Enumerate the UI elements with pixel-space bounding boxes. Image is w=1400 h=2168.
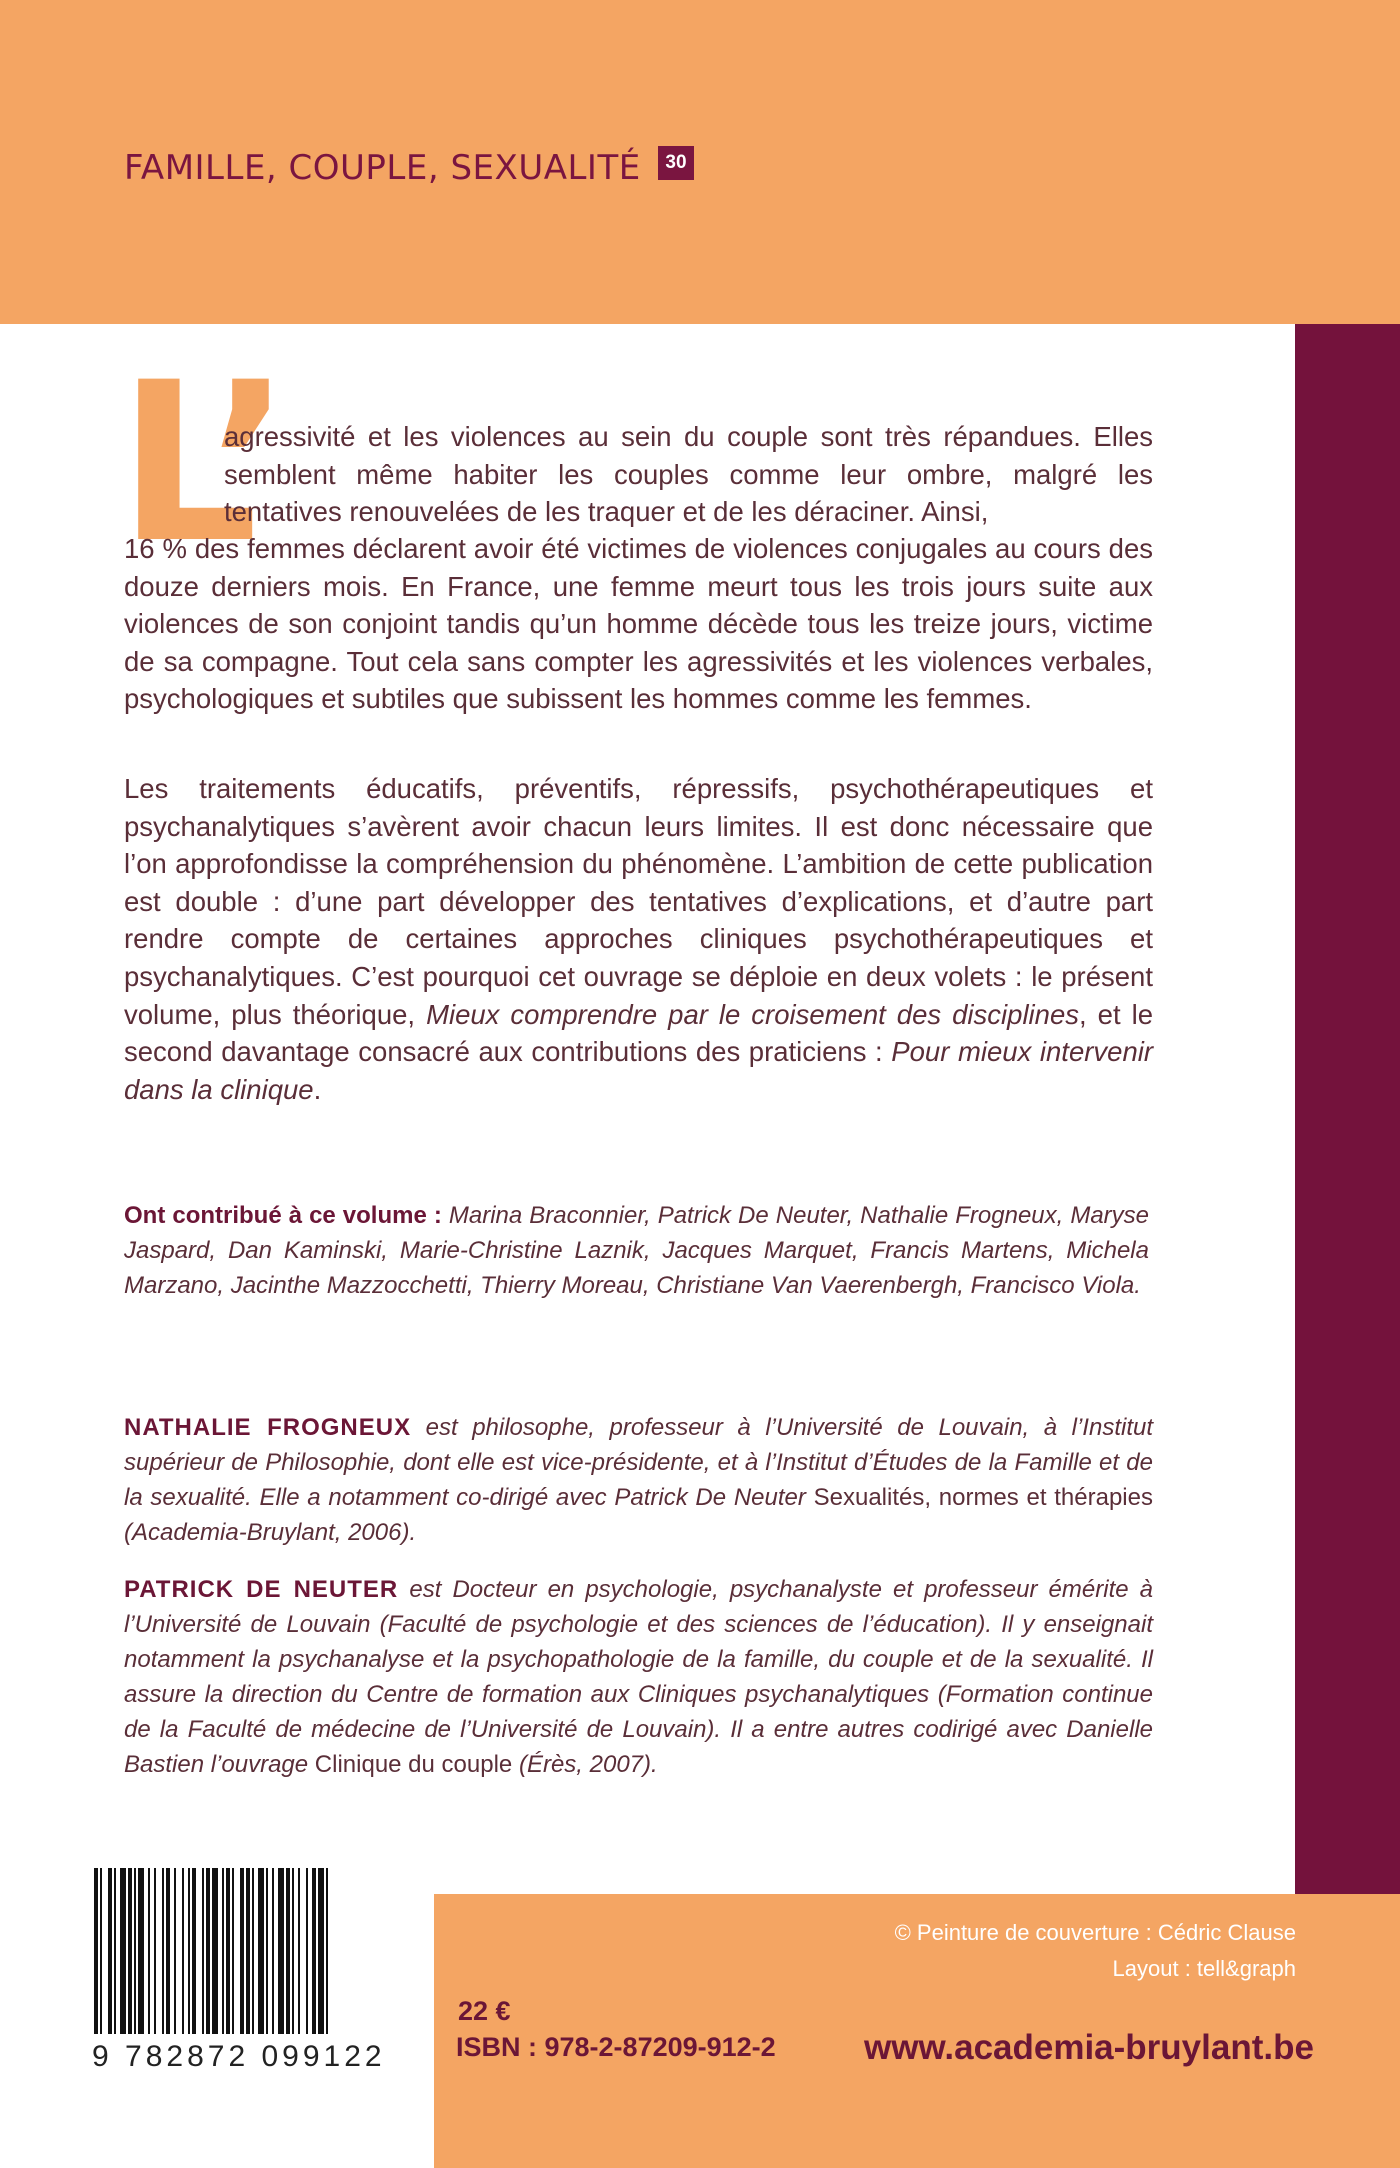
paragraph-text: , et le second davantage consacré aux contributions des praticiens :: [124, 998, 1153, 1068]
intro-paragraph-1-rest: 16 % des femmes déclarent avoir été victimes de violences conjugales au cours des douze derniers mois. En France, une femme meurt tous les trois jours suite aux violences de son conjoint tandis qu’un homme décède tous les treize jours, victime de sa compagne. Tout cela sans compter les agressivités et les violences verbales, psychologiques et subtiles que subissent les hommes comme les femmes.: [124, 533, 1153, 715]
barcode-bar: [166, 1868, 170, 2034]
barcode-bar: [278, 1868, 284, 2034]
barcode-bar: [94, 1868, 98, 2034]
barcode-bar: [286, 1868, 290, 2034]
barcode-bar: [114, 1868, 116, 2034]
barcode-bar: [240, 1868, 244, 2034]
barcode-bar: [134, 1868, 136, 2034]
barcode-bar: [306, 1868, 308, 2034]
barcode-bar: [266, 1868, 268, 2034]
isbn: ISBN : 978-2-87209-912-2: [456, 2032, 776, 2062]
barcode-bar: [252, 1868, 254, 2034]
barcode-bar: [298, 1868, 300, 2034]
barcode-bar: [192, 1868, 196, 2034]
barcode-number: 9 782872 099122: [92, 2040, 386, 2073]
barcode: [86, 1862, 406, 2040]
barcode-graphic: [86, 1862, 406, 2040]
author-bio-text: (Érès, 2007).: [518, 1751, 658, 1778]
barcode-bar: [272, 1868, 274, 2034]
paragraph-text: Les traitements éducatifs, préventifs, répressifs, psychothérapeutiques et psychanalytiques s’avèrent avoir chacun leurs limites. Il est donc nécessaire que l’on approfondisse la compréhension du phénomène. L’ambition de cette publication est double : d’une part développer des tentatives d’explications, et d’autre part rendre compte de certaines approches cliniques psychothérapeutiques et psychanalytiques. C’est pourquoi cet ouvrage se déploie en deux volets : le présent volume, plus théorique,: [124, 773, 1153, 1030]
author-name: NATHALIE FROGNEUX: [124, 1414, 412, 1441]
barcode-bar: [258, 1868, 264, 2034]
barcode-bar: [120, 1868, 126, 2034]
barcode-bar: [182, 1868, 184, 2034]
volume-title-2: Pour mieux intervenir dans la clinique: [124, 1036, 1154, 1105]
author-bio-text: est philosophe, professeur à l’Université de Louvain, à l’Institut supérieur de Philosophie, dont elle est vice-présidente, et à l’Institut d’Études de la Famille et de la sexualité. Elle a notamment co-dirigé avec Patrick De Neuter: [124, 1414, 1153, 1511]
author-name: PATRICK DE NEUTER: [124, 1576, 399, 1603]
barcode-bar: [206, 1868, 210, 2034]
barcode-bar: [318, 1868, 324, 2034]
barcode-bar: [138, 1868, 144, 2034]
intro-paragraph-2: [124, 770, 1153, 1108]
volume-title-1: Mieux comprendre par le croisement des disciplines: [426, 998, 1080, 1030]
cover-credit: © Peinture de couverture : Cédric Clause: [894, 1920, 1296, 1945]
series-title: FAMILLE, COUPLE, SEXUALITÉ: [124, 148, 641, 188]
barcode-bar: [226, 1868, 230, 2034]
price: 22 €: [458, 1996, 511, 2026]
author-bio-frogneux: [124, 1410, 1153, 1550]
author-bio-text: (Academia-Bruylant, 2006).: [124, 1519, 417, 1546]
author-book-title: Clinique du couple: [314, 1751, 513, 1778]
barcode-bar: [128, 1868, 132, 2034]
contributors-names: Marina Braconnier, Patrick De Neuter, Nathalie Frogneux, Maryse Jaspard, Dan Kaminski, Marie-Christine Laznik, Jacques Marquet, Francis Martens, Michela Marzano, Jacinthe Mazzocchetti, Thierry Moreau, Christiane Van Vaerenbergh, Francisco Viola.: [124, 1202, 1150, 1299]
series-number-badge: 30: [658, 146, 694, 180]
contributors-block: [124, 1198, 1149, 1303]
barcode-bar: [222, 1868, 224, 2034]
side-color-bar: [1295, 324, 1400, 1894]
contributors-label: Ont contribué à ce volume :: [124, 1202, 442, 1229]
layout-credit: Layout : tell&graph: [1112, 1956, 1296, 1981]
barcode-bar: [108, 1868, 112, 2034]
barcode-bar: [188, 1868, 190, 2034]
barcode-bar: [326, 1868, 328, 2034]
barcode-bar: [202, 1868, 204, 2034]
author-book-title: Sexualités, normes et thérapies: [813, 1484, 1153, 1511]
barcode-bar: [154, 1868, 156, 2034]
barcode-bar: [100, 1868, 102, 2034]
paragraph-text: .: [313, 1073, 322, 1105]
barcode-bar: [246, 1868, 250, 2034]
barcode-bar: [174, 1868, 176, 2034]
author-bio-text: est Docteur en psychologie, psychanalyste et professeur émérite à l’Université de Louvain (Faculté de psychologie et des sciences de l’éducation). Il y enseignait notamment la psychanalyse et la psychopathologie de la famille, du couple et de la sexualité. Il assure la direction du Centre de formation aux Cliniques psychanalytiques (Formation continue de la Faculté de médecine de l’Université de Louvain). Il a entre autres codirigé avec Danielle Bastien l’ouvrage: [124, 1576, 1154, 1778]
barcode-bar: [312, 1868, 316, 2034]
barcode-bar: [292, 1868, 294, 2034]
drop-cap: L’: [118, 335, 292, 591]
barcode-bar: [162, 1868, 164, 2034]
author-bio-de-neuter: [124, 1572, 1153, 1782]
barcode-bar: [232, 1868, 234, 2034]
barcode-bar: [212, 1868, 218, 2034]
barcode-bar: [148, 1868, 150, 2034]
publisher-website[interactable]: www.academia-bruylant.be: [864, 2028, 1314, 2067]
intro-paragraph-1-start: agressivité et les violences au sein du couple sont très répandues. Elles semblent même habiter les couples comme leur ombre, malgré les tentatives renouvelées de les traquer et de les déraciner. Ainsi,: [224, 421, 1153, 528]
